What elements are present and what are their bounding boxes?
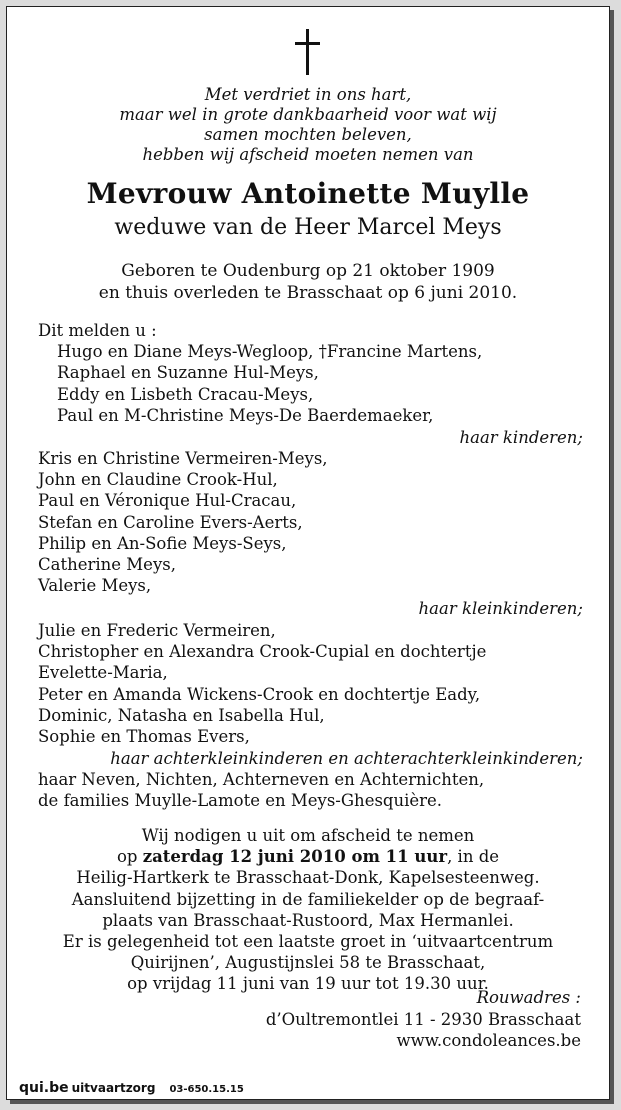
announce-line: Dit melden u : — [38, 321, 157, 340]
list-item: John en Claudine Crook-Hul, — [38, 470, 278, 490]
funeral-home-footer — [19, 1077, 244, 1096]
great-grandchildren-list — [38, 620, 598, 747]
mourning-address — [266, 987, 581, 1052]
list-item: Paul en M-Christine Meys-De Baerdemaeker, — [57, 405, 434, 425]
obituary-card — [6, 6, 610, 1100]
ceremony-info: Wij nodigen u uit om afscheid te nemen op zaterdag 12 juni 2010 om 11 uur, in de Heilig-Hartkerk te Brasschaat-Donk, Kapelsesteenweg. Aansluitend bijzetting in de familiekelder op de begraaf- plaats van Brasschaat-Rustoord, Max Hermanlei. Er is gelegenheid tot een laatste groet in ‘uitvaartcentrum Quirijnen’, Augustijnslei 58 te Brasschaat, op vrijdag 11 juni van 19 uur tot 19.30 uur. — [62, 826, 554, 994]
address-street: d’Oultremontlei 11 - 2930 Brasschaat — [265, 1009, 581, 1029]
grandchildren-label: haar kleinkinderen; — [418, 599, 583, 618]
list-item: Dominic, Natasha en Isabella Hul, — [38, 705, 325, 725]
deceased-name: Mevrouw Antoinette Muylle — [86, 177, 530, 210]
list-item: Julie en Frederic Vermeiren, — [38, 621, 276, 640]
list-item: Paul en Véronique Hul-Cracau, — [38, 491, 297, 511]
born-line: Geboren te Oudenburg op 21 oktober 1909 — [121, 261, 495, 281]
widow-of: weduwe van de Heer Marcel Meys — [114, 215, 502, 240]
died-line: en thuis overleden te Brasschaat op 6 juni 2010. — [98, 283, 518, 303]
website-link[interactable]: www.condoleances.be — [396, 1031, 581, 1050]
list-item: Hugo en Diane Meys-Wegloop, †Francine Martens, — [57, 342, 483, 362]
ceremony-date: zaterdag 12 juni 2010 om 11 uur — [142, 847, 448, 867]
address-label: Rouwadres : — [476, 988, 581, 1007]
great-grandchildren-label: haar achterkleinkinderen en achterachterkleinkinderen; — [110, 749, 583, 768]
list-item: Catherine Meys, — [38, 555, 176, 575]
phone-number: 03-650.15.15 — [169, 1084, 244, 1095]
list-item: Stefan en Caroline Evers-Aerts, — [38, 512, 303, 532]
intro-text: Met verdriet in ons hart, maar wel in grote dankbaarheid voor wat wij samen mochten beleven, hebben wij afscheid moeten nemen van — [119, 85, 497, 164]
brand-logo: qui.be — [19, 1080, 69, 1096]
grandchildren-list — [38, 448, 598, 596]
list-item: Eddy en Lisbeth Cracau-Meys, — [57, 384, 314, 404]
list-item: Peter en Amanda Wickens-Crook en dochtertje Eady, — [38, 684, 481, 704]
list-item: Christopher en Alexandra Crook-Cupial en dochtertje — [38, 642, 487, 662]
list-item: Philip en An-Sofie Meys-Seys, — [38, 533, 287, 553]
brand-subtitle: uitvaartzorg — [71, 1081, 156, 1095]
cross-icon — [294, 29, 322, 75]
birth-death-info — [7, 260, 609, 304]
list-item: Sophie en Thomas Evers, — [38, 727, 250, 747]
children-label: haar kinderen; — [459, 428, 583, 447]
list-item: Evelette-Maria, — [38, 663, 168, 683]
relatives-list — [38, 769, 598, 811]
list-item: de families Muylle-Lamote en Meys-Ghesquière. — [38, 791, 443, 811]
list-item: haar Neven, Nichten, Achterneven en Achternichten, — [38, 770, 485, 789]
list-item: Kris en Christine Vermeiren-Meys, — [38, 449, 328, 468]
children-list — [38, 320, 598, 426]
list-item: Valerie Meys, — [38, 576, 152, 596]
list-item: Raphael en Suzanne Hul-Meys, — [57, 363, 319, 383]
